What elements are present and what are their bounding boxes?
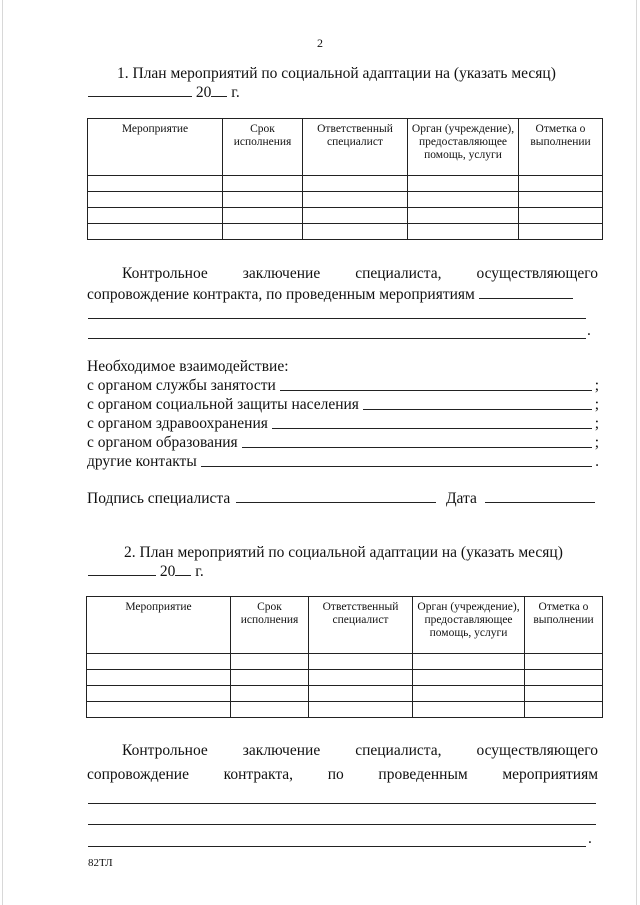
col-header: Мероприятие: [87, 597, 231, 654]
conclusion1-line1: [122, 265, 598, 283]
section1-title: 1. План мероприятий по социальной адаптации на (указать месяц): [117, 65, 556, 82]
word: специалиста,: [355, 742, 442, 759]
table-cell[interactable]: [413, 686, 525, 702]
table-cell[interactable]: [525, 654, 603, 670]
interaction-label: с органом социальной защиты населения: [87, 396, 359, 413]
table-cell[interactable]: [303, 224, 408, 240]
table-row: [87, 670, 603, 686]
interaction-label: другие контакты: [87, 453, 197, 470]
table-cell[interactable]: [413, 654, 525, 670]
table-cell[interactable]: [87, 702, 231, 718]
table-cell[interactable]: [525, 670, 603, 686]
plan-table-1: [87, 118, 603, 240]
word: контракта,: [223, 766, 294, 783]
word: сопровождение: [87, 766, 189, 783]
table-cell[interactable]: [231, 702, 309, 718]
signature-label: Подпись специалиста: [87, 490, 231, 507]
word: Контрольное: [122, 742, 208, 759]
table-cell[interactable]: [231, 654, 309, 670]
table-cell[interactable]: [88, 176, 223, 192]
table-cell[interactable]: [87, 654, 231, 670]
col-header: Срок исполнения: [231, 597, 309, 654]
table-cell[interactable]: [519, 176, 603, 192]
table-cell[interactable]: [408, 224, 519, 240]
year-blank[interactable]: [211, 83, 227, 97]
table-cell[interactable]: [519, 192, 603, 208]
signature-row: [87, 489, 595, 508]
table-row: [87, 654, 603, 670]
table-cell[interactable]: [309, 686, 413, 702]
col-header: Ответственный специалист: [303, 119, 408, 176]
col-header: Отметка о выполнении: [519, 119, 603, 176]
interaction-row: [87, 415, 599, 433]
conclusion1-line2: [87, 285, 573, 304]
table-cell[interactable]: [88, 208, 223, 224]
table-row: [88, 176, 603, 192]
year-suffix: г.: [227, 84, 240, 101]
word: специалиста,: [355, 265, 442, 282]
table-row: [87, 702, 603, 718]
year-prefix: 20: [195, 84, 212, 101]
col-header: Отметка о выполнении: [525, 597, 603, 654]
table-cell[interactable]: [413, 670, 525, 686]
table-header-row: [87, 597, 603, 654]
table-cell[interactable]: [519, 224, 603, 240]
table-cell[interactable]: [88, 192, 223, 208]
section2-title: 2. План мероприятий по социальной адаптации на (указать месяц): [124, 544, 563, 561]
table-cell[interactable]: [309, 654, 413, 670]
interaction-row: [87, 396, 599, 414]
table-cell[interactable]: [309, 670, 413, 686]
section2-date-line: [88, 562, 204, 581]
table-row: [88, 224, 603, 240]
date-blank[interactable]: [485, 489, 595, 503]
punct: ;: [594, 377, 599, 394]
year-suffix: г.: [191, 563, 204, 580]
punct: .: [595, 453, 599, 470]
word: мероприятиям: [502, 766, 599, 783]
interaction-label: с органом здравоохранения: [87, 415, 268, 432]
table-cell[interactable]: [88, 224, 223, 240]
conclusion-blank[interactable]: [479, 285, 573, 299]
table-cell[interactable]: [231, 686, 309, 702]
table-cell[interactable]: [413, 702, 525, 718]
table-cell[interactable]: [525, 686, 603, 702]
table-cell[interactable]: [303, 176, 408, 192]
word: заключение: [242, 742, 321, 759]
table-cell[interactable]: [87, 686, 231, 702]
date-label: Дата: [445, 490, 477, 507]
year-blank[interactable]: [175, 562, 191, 576]
table-cell[interactable]: [408, 208, 519, 224]
word: осуществляющего: [476, 265, 599, 282]
table-cell[interactable]: [223, 224, 303, 240]
conclusion-blank-line[interactable]: [88, 824, 596, 825]
interaction-blank[interactable]: [201, 453, 592, 467]
interaction-row: [87, 453, 599, 471]
interaction-blank[interactable]: [280, 377, 592, 391]
interaction-label: с органом службы занятости: [87, 377, 276, 394]
word: осуществляющего: [476, 742, 599, 759]
table-cell[interactable]: [231, 670, 309, 686]
conclusion2-line1: [122, 742, 598, 760]
interaction-blank[interactable]: [363, 396, 592, 410]
punct: ;: [594, 415, 599, 432]
table-header-row: [88, 119, 603, 176]
conclusion2-period: .: [588, 830, 592, 847]
col-header: Срок исполнения: [223, 119, 303, 176]
conclusion1-period: .: [587, 322, 591, 339]
page-number: 2: [317, 36, 323, 50]
table-cell[interactable]: [87, 670, 231, 686]
col-header: Мероприятие: [88, 119, 223, 176]
conclusion-blank-line[interactable]: [88, 846, 586, 847]
section1-date-line: [88, 83, 240, 102]
table-cell[interactable]: [223, 192, 303, 208]
table-cell[interactable]: [525, 702, 603, 718]
table-row: [87, 686, 603, 702]
table-row: [88, 192, 603, 208]
table-cell[interactable]: [223, 176, 303, 192]
scan-edge-left: [2, 0, 3, 905]
word: проведенным: [378, 766, 468, 783]
plan-table-2: [86, 596, 603, 718]
word: Контрольное: [122, 265, 208, 282]
signature-blank[interactable]: [236, 489, 436, 503]
table-cell[interactable]: [309, 702, 413, 718]
footer-code: 82ТЛ: [88, 857, 113, 869]
punct: ;: [594, 396, 599, 413]
interaction-label: с органом образования: [87, 434, 238, 451]
table-cell[interactable]: [519, 208, 603, 224]
table-cell[interactable]: [223, 208, 303, 224]
year-prefix: 20: [159, 563, 176, 580]
col-header: Орган (учреждение), предоставляющее помощь, услуги: [408, 119, 519, 176]
punct: ;: [594, 434, 599, 451]
table-cell[interactable]: [303, 192, 408, 208]
conclusion-blank-line[interactable]: [88, 338, 586, 339]
table-cell[interactable]: [408, 176, 519, 192]
col-header: Орган (учреждение), предоставляющее помощь, услуги: [413, 597, 525, 654]
word: по: [327, 766, 344, 783]
interaction-row: [87, 377, 599, 395]
table-row: [88, 208, 603, 224]
interaction-heading: Необходимое взаимодействие:: [87, 358, 289, 375]
month-blank[interactable]: [88, 83, 192, 97]
col-header: Ответственный специалист: [309, 597, 413, 654]
interaction-blank[interactable]: [242, 434, 592, 448]
conclusion-blank-line[interactable]: [88, 318, 586, 319]
table-cell[interactable]: [303, 208, 408, 224]
interaction-row: [87, 434, 599, 452]
word: заключение: [242, 265, 321, 282]
conclusion-blank-line[interactable]: [88, 803, 596, 804]
month-blank[interactable]: [88, 562, 156, 576]
table-cell[interactable]: [408, 192, 519, 208]
interaction-blank[interactable]: [272, 415, 592, 429]
conclusion-text: сопровождение контракта, по проведенным мероприятиям: [87, 286, 475, 303]
scan-edge-right: [636, 0, 637, 905]
conclusion2-line2: [87, 766, 598, 784]
